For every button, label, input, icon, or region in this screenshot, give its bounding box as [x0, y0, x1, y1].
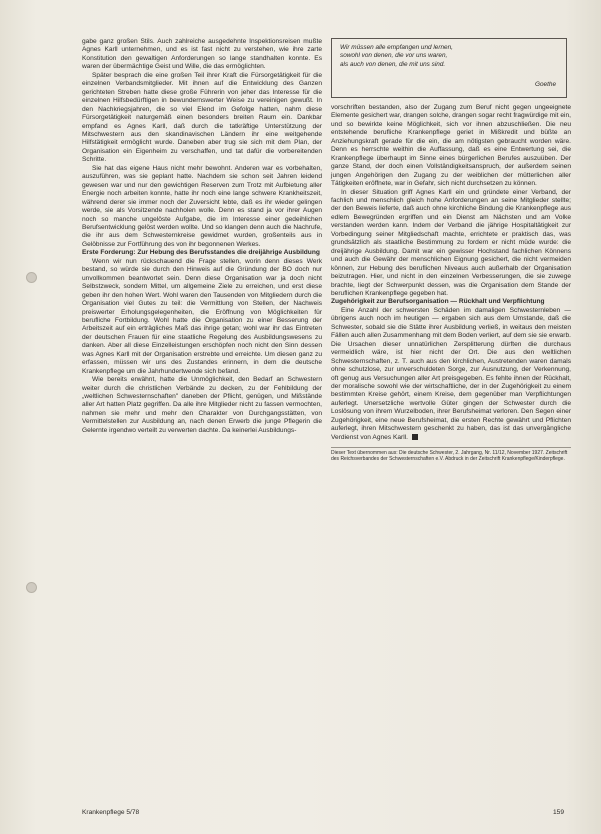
right-paragraph-3-text: Eine Anzahl der schwersten Schäden im damaligen Schwesternleben — übrigens auch noch im heutigen — ergaben sich aus dem Umstande, daß die Schwester, sobald sie die Stätte ihrer Ausbildung verließ, in weitaus den meisten Fällen auch allen Zusammenhang mit dem Boden verliert, auf dem sie sie erwarb. Die Ursachen dieser unnatürlichen Zersplitterung dürften die durchaus vermeidlich wäre, ist hier nicht der Ort. Die aus den weltlichen Schwesternschaften, z. T. auch aus den kirchlichen, Austretenden waren damals ohne schutzlose, zur unverschuldeten Sorge, zur Ausnutzung, der Verkennung, oft genug aus Versuchungen aller Art preisgegeben. Es fehlte ihnen der Rückhalt, der moralische sowohl wie der wirtschaftliche, der in der Zugehörigkeit zu einem bestimmten Kreise gehört, einem Kreise, dem gegenüber man Verpflichtungen auferlegt. Unersetzliche wertvolle Güter gingen der Schwester durch die Loslösung von ihrem Wurzelboden, ihrer Berufsheimat verloren. Den Segen einer Zugehörigkeit, eine neue Berufsheimat, die ersten Rechte gewährt und Pflichten auferlegt, ihren Mitschwestern geschenkt zu haben, das ist das unvergängliche Verdienst von Agnes Karll. — [331, 306, 571, 441]
footer-journal-issue: Krankenpflege 5/78 — [82, 809, 140, 816]
right-paragraph-2: In dieser Situation griff Agnes Karll ein und gründete einer Verband, der fachlich und menschlich gleich hohe Anforderungen an seine Mitglieder stellte; der den Beweis lieferte, daß auch ohne kirchliche Bindung die Krankenpflege aus edlem Bewegründen ergriffen und ein Dienst am Nächsten und am Volke verstanden werden kann. Indem der Verband die jährige Hospitaltätigkeit zur Vorbedingung seiner Mitgliedschaft machte, errichtete er praktisch das, was grundsätzlich als staatliche Bestimmung zu fordern er nicht müde wurde: die dreijährige Ausbildung. Damit war ein gewisser Hochstand fachlichen Könnens und auch die Gewähr der menschlichen Eignung gesichert, die nicht vermeiden können, zur Hebung des beruflichen Niveaus auch außerhalb der Organisation beizutragen. Hier, und nicht in den einzelnen Verbesserungen, die sie zuwege brachte, liegt der Schwerpunkt dessen, was die Organisation dem Stande der beruflichen Krankenpflege gegeben hat. — [331, 188, 571, 297]
source-footnote: Dieser Text übernommen aus: Die deutsche Schwester, 2. Jahrgang, Nr. 11/12, November 1927. Zeitschrift des Reichsverbandes der Schwesternschaften e.V. Abdruck in der Zeitschrift Krankenpflege/Kinderpflege. — [331, 447, 571, 462]
quote-line-2: sowohl von denen, die vor uns waren, — [340, 52, 448, 60]
right-paragraph-3 — [331, 307, 571, 442]
left-paragraph-1: gabe ganz großen Stils. Auch zahlreiche ausgedehnte Inspektionsreisen mußte Agnes Karll unternehmen, und es ist fast nicht zu verstehen, wie ihre zarte Konstitution den gewaltigen Anforderungen so lange standhalten konnte. Es waren der übermächtige Geist und Wille, die das ermöglichten. — [82, 38, 322, 71]
punch-hole-lower — [26, 582, 37, 593]
quote-box — [331, 38, 567, 98]
quote-author: Goethe — [535, 80, 556, 88]
left-column — [82, 38, 322, 435]
right-column — [331, 104, 571, 462]
section-heading-2: Zugehörigkeit zur Berufsorganisation — Rückhalt und Verpflichtung — [331, 298, 545, 306]
left-paragraph-2: Später besprach die eine großen Teil ihrer Kraft die Fürsorgetätigkeit für die einzelnen Verbandsmitglieder. Mit ihnen auf die Entwicklung des Ganzen gerichteten Streben hatte diese große Führerin von jeher das Interesse für die einzelnen Hilfsbedürftigen in bewundernswerter Weise zu vereinigen gewußt. In den Nachkriegsjahren, die so viel Elend im Gefolge hatten, nahm diese Fürsorgetätigkeit naturgemäß einen besonders breiten Raum ein. Dankbar empfand es Agnes Karll, daß durch die tatkräftige Unterstützung der Mitschwestern aus den skandinavischen Ländern ihr eine weitgehende Hilfstätigkeit ermöglicht wurde. Daneben aber trug sie sich mit dem Plan, der Organisation ein Eigenheim zu verschaffen, und tat dafür die vorbereitenden Schritte. — [82, 71, 322, 164]
left-paragraph-5: Wie bereits erwähnt, hatte die Unmöglichkeit, den Bedarf an Schwestern weiter durch die christlichen Verbände zu decken, zu der Fehlbildung der „weltlichen Schwesternschaften" daneben der Pflicht, genügen, und Mißstände aller Art hatten Platz gegriffen. Da alle ihre Mitglieder nicht zu fassen vermochten, nahmen sie mehr und mehr den Charakter von Durchgangsstätten, von Vermittelstellen zur Ausbildung an, nach denen Erwerb die junge Pflegerin die Gelernte irgendwo verteilt zu verwerten dachte. Da keinerlei Ausbildungs- — [82, 376, 322, 434]
right-paragraph-1: vorschriften bestanden, also der Zugang zum Beruf nicht gegen ungeeignete Elemente gesichert war, drangen solche, drangen sogar recht fragwürdige mit ein, und so bewirkte keine Möglichkeit, sich vor ihnen abzuschließen. Die neu entstehende berufliche Krankenpflege geriet in Mißkredit und büßte an Anziehungskraft gerade für die ein, die am nötigsten gebraucht worden wäre. Denn es herrschte weithin die Auffassung, daß es eine Entwertung sei, die Krankenpflege überhaupt im Sinne eines bürgerlichen Berufes auszuüben. Der ganze Stand, der doch einen Vollständigkeitsanspruch, der außerdem seinen jungen Angehörigen den Zugang zu der weiblichen der mütterlichen aller Tätigkeiten eröffnete, war in Gefahr, sich nicht durchsetzen zu können. — [331, 104, 571, 188]
left-paragraph-3: Sie hat das eigene Haus nicht mehr bewohnt. Anderen war es vorbehalten, auszuführen, was sie geplant hatte. Nachdem sie schon seit Jahren leidend gewesen war und nur den gewichtigen Reserven zum Trotz mit Aufbietung aller Energie noch arbeiten konnte, hatte ihr noch eine lange schwere Krankheitszeit, während derer sie immer noch der Zuversicht lebte, daß es ihr wieder gelingen werde, sie als Vorsitzende nachholen wolle. Denn es stand ja vor ihrer Augen noch so manche ungelöste Aufgabe, die im Interesse einer gedeihlichen Berufsentwicklung gelöst werden wollte. Und so klangen denn auch die Nachrufe, die ihr aus dem Schwesternkreise gewidmet wurden, großenteils aus in Gelöbnisse zur Fortführung des von ihr begonnenen Werkes. — [82, 164, 322, 248]
left-paragraph-4: Wenn wir nun rückschauend die Frage stellen, worin denn dieses Werk bestand, so würde sie durch den Hinweis auf die Gründung der BO doch nur unvollkommen beantwortet sein. Denn diese Organisation war ja doch nicht Selbstzweck, sondern Mittel, um allgemeine Ziele zu erreichen, und erst diese geben ihr den hohen Wert. Wohl waren den Tausenden von Mitgliedern durch die Organisation viel Gutes zu teil: die Vermittlung von Stellen, der Nachweis preiswerter Erholungsgelegenheiten, die Eröffnung von Möglichkeiten für berufliche Fortbildung. Wohl hatte die Organisation zu einer Besserung der Arbeitszeit auf ein erträgliches Maß das ihrige getan; wohl war ihr das Eintreten der deutschen Frauen für eine staatliche Regelung des Ausbildungswesens zu danken. Aber all diese Einzelleistungen erschöpfen noch nicht den Sinn dessen was Agnes Karll mit der Organisation erstrebte und erreichte. Um diesen ganz zu erfassen, müssen wir uns des Zustandes erinnern, in dem die deutsche Krankenpflege um die Jahrhundertwende sich befand. — [82, 257, 322, 375]
section-heading-1: Erste Forderung: Zur Hebung des Berufsstandes die dreijährige Ausbildung — [82, 249, 320, 257]
quote-line-3: als auch von denen, die mit uns sind. — [340, 60, 446, 68]
end-mark-icon — [412, 434, 418, 440]
quote-line-1: Wir müssen alle empfangen und lernen, — [340, 44, 453, 51]
footer-page-number: 159 — [553, 809, 565, 816]
punch-hole-upper — [26, 272, 37, 283]
